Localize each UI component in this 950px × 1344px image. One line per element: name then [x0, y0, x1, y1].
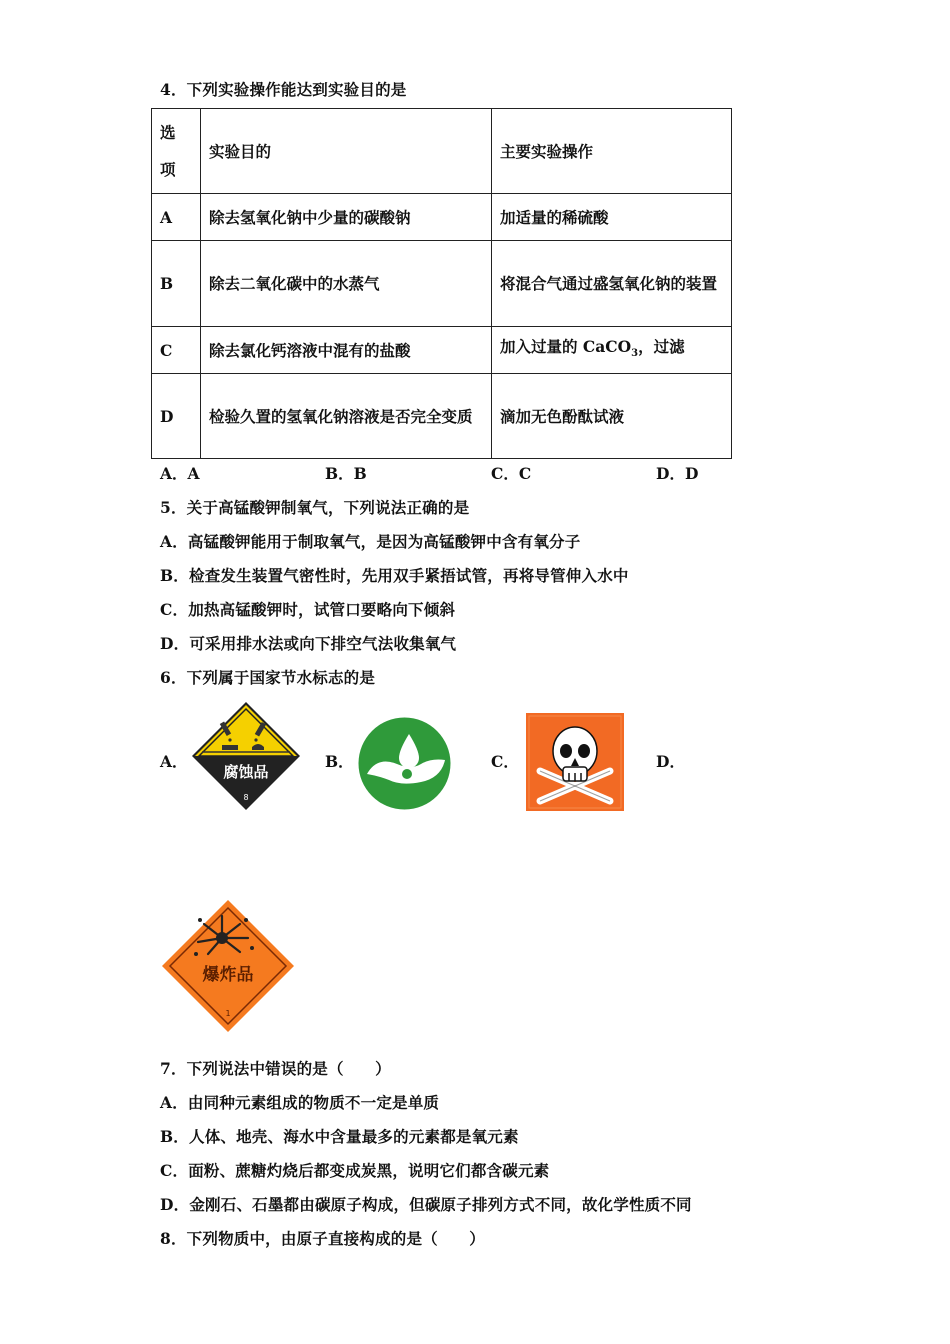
- corrosive-text: 腐蚀品: [223, 763, 269, 781]
- water-saving-sign[interactable]: [357, 716, 452, 811]
- q6-label-c[interactable]: C．: [491, 752, 519, 771]
- svg-text:8: 8: [243, 793, 249, 802]
- q4-choice-c[interactable]: C．C: [491, 464, 532, 483]
- row-operation: 加适量的稀硫酸: [492, 194, 732, 241]
- q6-label-b[interactable]: B．: [325, 752, 354, 771]
- q5-choice-b[interactable]: B．检查发生装置气密性时，先用双手紧捂试管，再将导管伸入水中: [160, 566, 629, 585]
- row-option: B: [152, 241, 201, 327]
- row-goal: 除去氯化钙溶液中混有的盐酸: [201, 327, 492, 374]
- corrosive-sign[interactable]: [190, 700, 302, 812]
- explosive-sign[interactable]: [160, 898, 296, 1034]
- row-option: D: [152, 374, 201, 459]
- row-option: A: [152, 194, 201, 241]
- q5-stem: 5．关于高锰酸钾制氧气，下列说法正确的是: [160, 498, 470, 517]
- q6-label-d[interactable]: D．: [656, 752, 685, 771]
- explosion-icon: [160, 898, 296, 1034]
- table-row: [152, 241, 732, 327]
- row-operation: 滴加无色酚酞试液: [492, 374, 732, 459]
- row-operation: [492, 327, 732, 374]
- q4-choice-a[interactable]: A．A: [160, 464, 200, 483]
- q5-choice-c[interactable]: C．加热高锰酸钾时，试管口要略向下倾斜: [160, 600, 456, 619]
- table-row: [152, 374, 732, 459]
- q6-label-a[interactable]: A．: [160, 752, 188, 771]
- q7-choice-a[interactable]: A．由同种元素组成的物质不一定是单质: [160, 1093, 440, 1112]
- q6-stem: 6．下列属于国家节水标志的是: [160, 668, 376, 687]
- row-operation: 将混合气通过盛氢氧化钠的装置: [492, 241, 732, 327]
- header-option-char2: 项: [160, 160, 176, 179]
- header-goal: 实验目的: [201, 109, 492, 194]
- row-goal: 检验久置的氢氧化钠溶液是否完全变质: [201, 374, 492, 459]
- q7-choice-c[interactable]: C．面粉、蔗糖灼烧后都变成炭黑，说明它们都含碳元素: [160, 1161, 550, 1180]
- header-operation: 主要实验操作: [492, 109, 732, 194]
- q4-stem: 4．下列实验操作能达到实验目的是: [160, 80, 407, 99]
- toxic-sign[interactable]: [526, 713, 624, 811]
- q7-choice-d[interactable]: D．金刚石、石墨都由碳原子构成，但碳原子排列方式不同，故化学性质不同: [160, 1195, 692, 1214]
- q5-choice-a[interactable]: A．高锰酸钾能用于制取氧气，是因为高锰酸钾中含有氧分子: [160, 532, 581, 551]
- q7-choice-b[interactable]: B．人体、地壳、海水中含量最多的元素都是氧元素: [160, 1127, 519, 1146]
- skull-icon: [526, 713, 624, 811]
- operation-text: 加入过量的 CaCO: [500, 336, 632, 356]
- q5-choice-d[interactable]: D．可采用排水法或向下排空气法收集氧气: [160, 634, 457, 653]
- subscript: 3: [631, 348, 639, 360]
- table-row: [152, 327, 732, 374]
- row-option: C: [152, 327, 201, 374]
- q7-stem: 7．下列说法中错误的是（ ）: [160, 1059, 391, 1078]
- table-header-row: [152, 109, 732, 194]
- explosive-class: 1: [225, 1009, 231, 1018]
- table-row: [152, 194, 732, 241]
- q4-choice-d[interactable]: D．D: [656, 464, 699, 483]
- operation-text-post: ，过滤: [638, 336, 685, 356]
- header-option-char1: 选: [160, 123, 176, 142]
- q4-choice-b[interactable]: B．B: [325, 464, 367, 483]
- row-goal: 除去二氧化碳中的水蒸气: [201, 241, 492, 327]
- water-drop-icon: [357, 716, 452, 811]
- header-option: [152, 109, 201, 194]
- explosive-text: 爆炸品: [202, 965, 254, 985]
- q8-stem: 8．下列物质中，由原子直接构成的是（ ）: [160, 1229, 485, 1248]
- corrosive-icon: [190, 700, 302, 812]
- row-goal: 除去氢氧化钠中少量的碳酸钠: [201, 194, 492, 241]
- q4-table: [151, 108, 732, 459]
